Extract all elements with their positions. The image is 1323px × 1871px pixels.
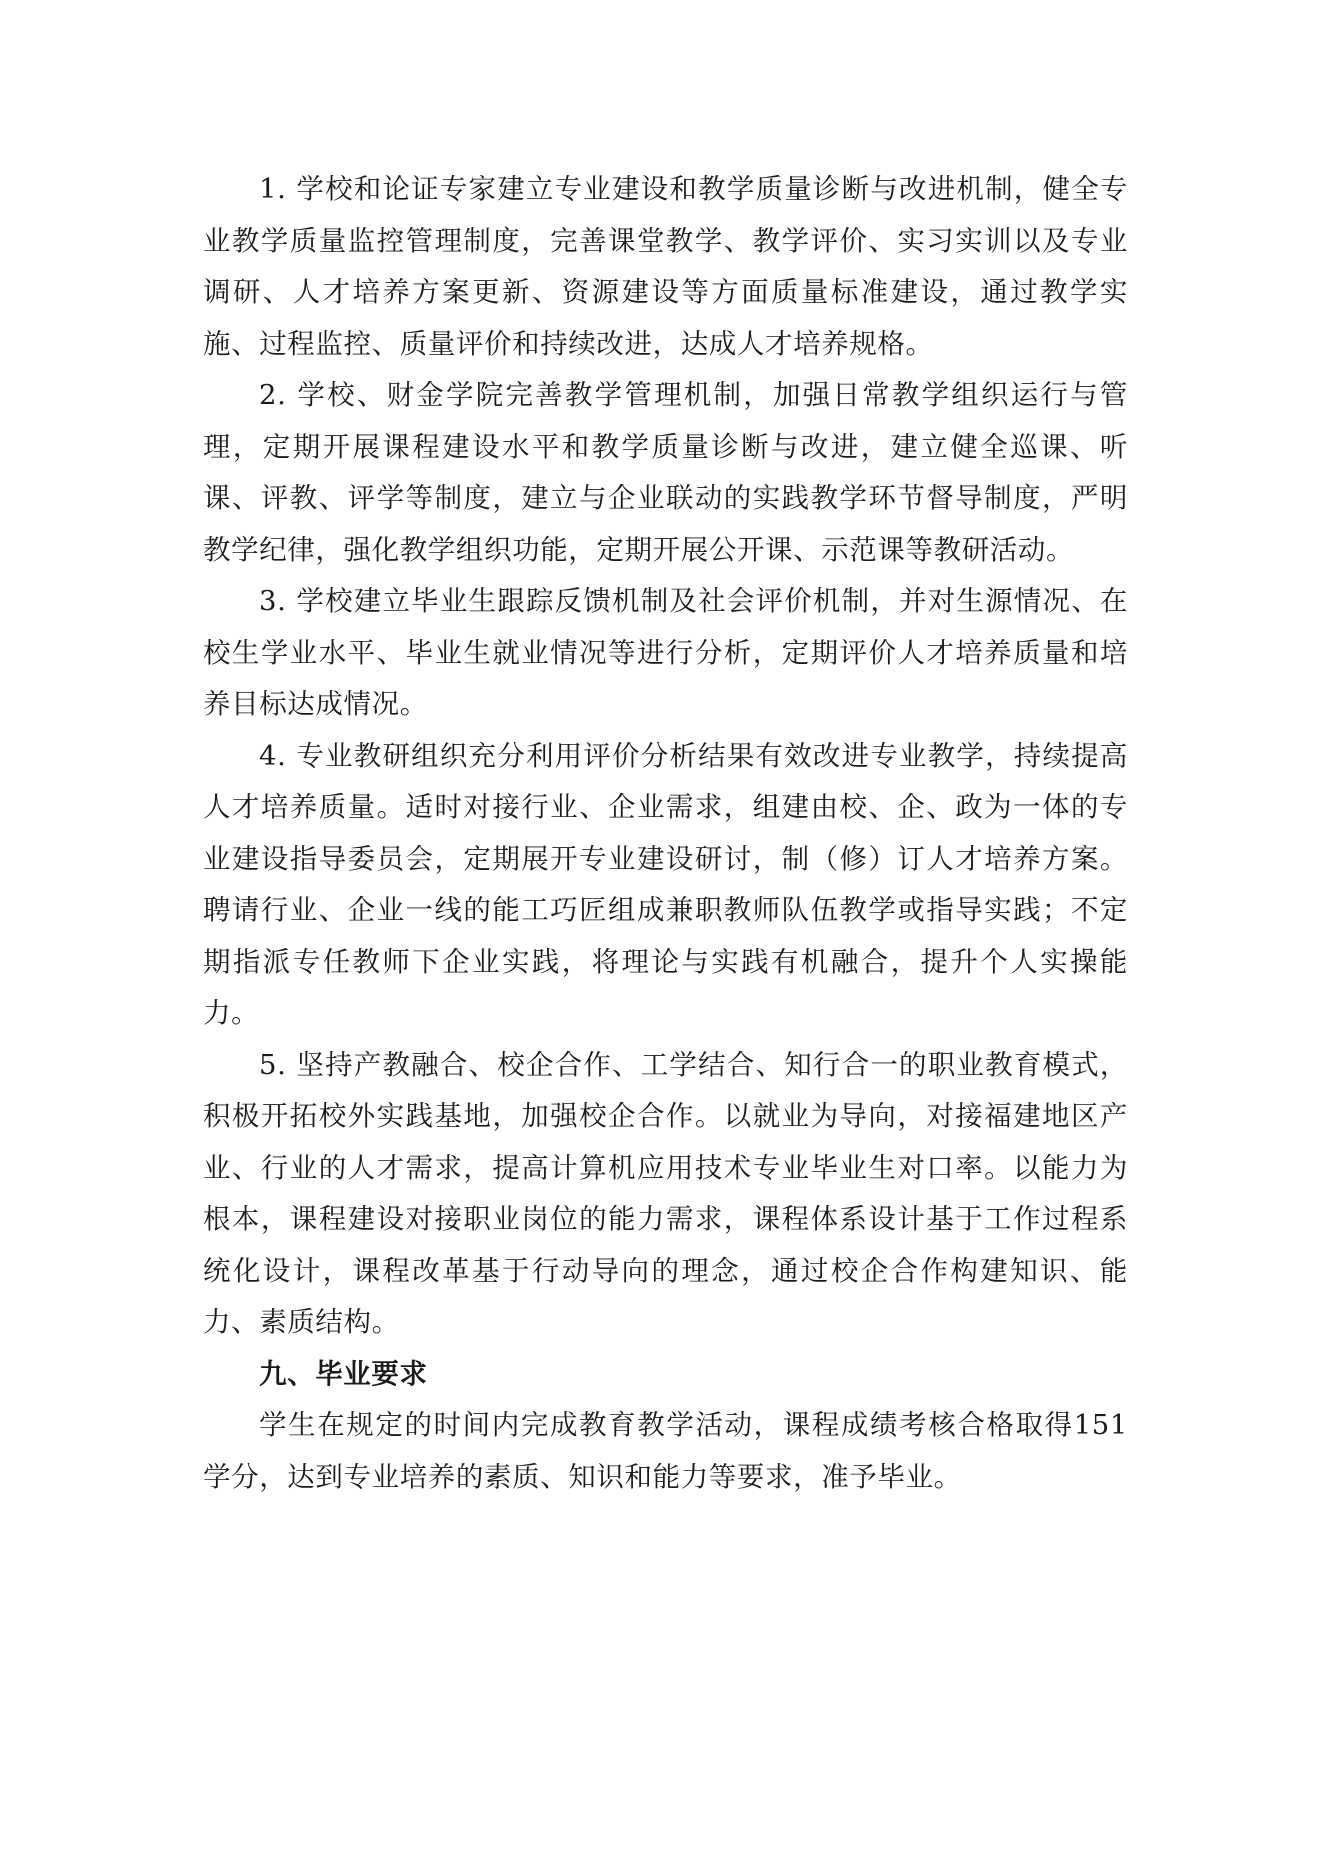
paragraph-4: 4. 专业教研组织充分利用评价分析结果有效改进专业教学，持续提高人才培养质量。适时对接行业、企业需求，组建由校、企、政为一体的专业建设指导委员会，定期展开专业建设研讨，制（修）订人才培养方案。聘请行业、企业一线的能工巧匠组成兼职教师队伍教学或指导实践；不定期指派专任教师下企业实践，将理论与实践有机融合，提升个人实操能力。 [203,739,1128,1029]
paragraph-2: 2. 学校、财金学院完善教学管理机制，加强日常教学组织运行与管理，定期开展课程建设水平和教学质量诊断与改进，建立健全巡课、听课、评教、评学等制度，建立与企业联动的实践教学环节督导制度，严明教学纪律，强化教学组织功能，定期开展公开课、示范课等教研活动。 [203,379,1128,566]
paragraph-5: 5. 坚持产教融合、校企合作、工学结合、知行合一的职业教育模式，积极开拓校外实践基地，加强校企合作。以就业为导向，对接福建地区产业、行业的人才需求，提高计算机应用技术专业毕业生对口率。以能力为根本，课程建设对接职业岗位的能力需求，课程体系设计基于工作过程系统化设计，课程改革基于行动导向的理念，通过校企合作构建知识、能力、素质结构。 [203,1048,1128,1338]
paragraph-3: 3. 学校建立毕业生跟踪反馈机制及社会评价机制，并对生源情况、在校生学业水平、毕业生就业情况等进行分析，定期评价人才培养质量和培养目标达成情况。 [203,585,1128,720]
section-heading-graduation: 九、毕业要求 [259,1357,428,1390]
paragraph-1: 1. 学校和论证专家建立专业建设和教学质量诊断与改进机制，健全专业教学质量监控管理制度，完善课堂教学、教学评价、实习实训以及专业调研、人才培养方案更新、资源建设等方面质量标准建设，通过教学实施、过程监控、质量评价和持续改进，达成人才培养规格。 [203,173,1128,360]
graduation-requirement-text: 学生在规定的时间内完成教育教学活动，课程成绩考核合格取得151 学分，达到专业培养的素质、知识和能力等要求，准予毕业。 [203,1409,1128,1493]
document-body [203,164,1128,1503]
